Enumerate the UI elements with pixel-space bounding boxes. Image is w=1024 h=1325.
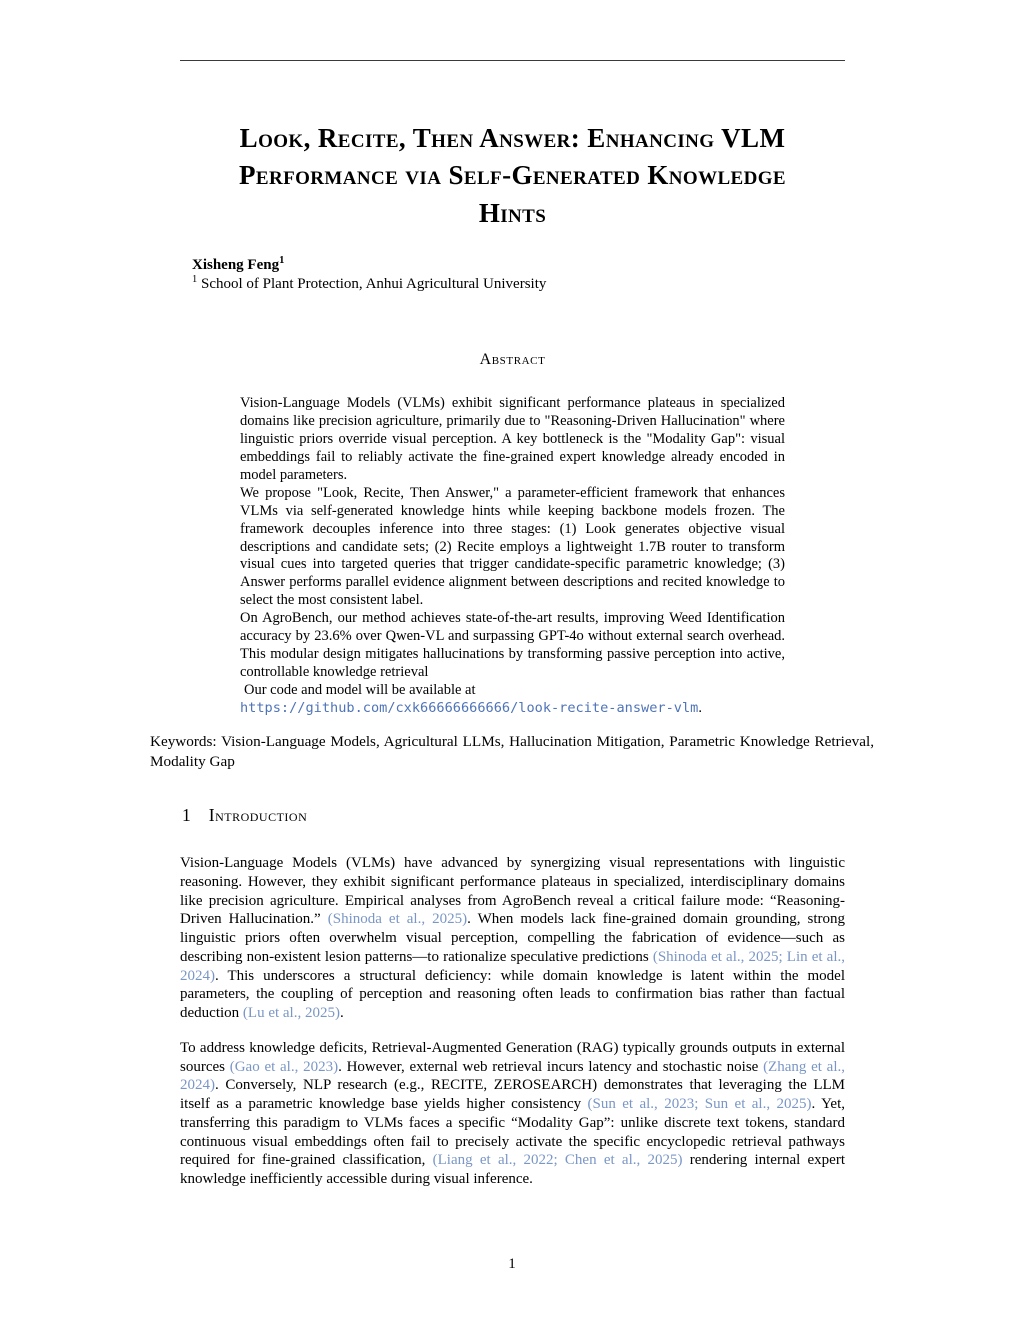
paper-content	[150, 0, 874, 1205]
citation-link[interactable]: (Gao et al., 2023)	[229, 1058, 339, 1075]
citation-link[interactable]: (Sun et al., 2023; Sun et al., 2025)	[587, 1096, 812, 1113]
citation-link[interactable]: (Shinoda et al., 2025; Lin et al., 2024)	[180, 948, 845, 984]
paper-title	[180, 120, 845, 232]
text-run: . This underscores a structural deficiency: while domain knowledge is latent within the model parameters, the coupling of perception and reasoning often leads to confirmation bias rather than factual deduction	[180, 967, 845, 1022]
section-title: Introduction	[208, 805, 308, 826]
abstract-body	[240, 395, 785, 718]
github-repo-link[interactable]: https://github.com/cxk66666666666/look-recite-answer-vlm	[240, 700, 699, 717]
keywords-line: Keywords: Vision-Language Models, Agricultural LLMs, Hallucination Mitigation, Parametric Knowledge Retrieval, Modality Gap	[150, 733, 874, 770]
author-superscript: 1	[279, 254, 285, 266]
citation-link[interactable]: (Shinoda et al., 2025)	[327, 911, 468, 928]
text-run: . Conversely, NLP research (e.g., RECITE, ZEROSEARCH) demonstrates that leveraging the LLM itself as a parametric knowledge base yields higher consistency	[180, 1077, 845, 1113]
text-run: To address knowledge deficits, Retrieval-Augmented Generation (RAG) typically grounds outputs in external sources	[180, 1039, 845, 1075]
abstract-paragraph-1: Vision-Language Models (VLMs) exhibit significant performance plateaus in specialized domains like precision agriculture, primarily due to "Reasoning-Driven Hallucination" where linguistic priors override visual perception. A key bottleneck is the "Modality Gap": visual embeddings fail to reliably activate the fine-grained expert knowledge already encoded in model parameters.	[240, 394, 785, 483]
intro-paragraph-2	[180, 1039, 845, 1189]
code-availability-line: Our code and model will be available at	[244, 682, 476, 699]
author-name	[192, 256, 845, 276]
title-line-1: Look, Recite, Then Answer: Enhancing VLM	[239, 123, 786, 153]
text-run: . Yet, transferring this paradigm to VLMs faces a specific “Modality Gap”: unlike discrete text tokens, standard continuous visual embeddings often fail to precisely activate the specific encyclopedic retrieval pathways required for fine-grained classification,	[180, 1096, 845, 1169]
text-run: . However, external web retrieval incurs latency and stochastic noise	[338, 1058, 764, 1075]
citation-link[interactable]: (Zhang et al., 2024)	[180, 1058, 846, 1094]
author-name-text: Xisheng Feng	[192, 256, 280, 273]
citation-link[interactable]: (Lu et al., 2025)	[242, 1005, 340, 1022]
title-line-3: Hints	[478, 197, 547, 228]
title-line-2: Performance via Self-Generated Knowledge	[239, 160, 786, 191]
text-run: . When models lack fine-grained domain grounding, strong linguistic priors often overwhelm visual perception, compelling the fabrication of evidence—such as describing non-existent lesion patterns—to rationalize speculative predictions	[180, 911, 845, 965]
author-block	[192, 256, 845, 295]
section-heading-introduction	[182, 805, 845, 826]
text-run: Vision-Language Models (VLMs) have advanced by synergizing visual representations with linguistic reasoning. However, they exhibit significant performance plateaus in specialized, interdisciplinary domains like precision agriculture. Empirical analyses from AgroBench reveal a critical failure mode: “Reasoning-Driven Hallucination.”	[180, 855, 845, 928]
intro-paragraph-1	[180, 854, 845, 1023]
citation-link[interactable]: (Liang et al., 2022; Chen et al., 2025)	[432, 1152, 683, 1169]
text-run: rendering internal expert knowledge inefficiently accessible during visual inference.	[180, 1152, 845, 1188]
section-number: 1	[182, 805, 191, 826]
affiliation-marker: 1	[192, 274, 198, 286]
abstract-paragraph-3: On AgroBench, our method achieves state-of-the-art results, improving Weed Identification accuracy by 23.6% over Qwen-VL and surpassing GPT-4o without external search overhead. This modular design mitigates hallucinations by transforming passive perception into active, controllable knowledge retrieval	[240, 610, 785, 681]
repository-url-line	[240, 700, 785, 718]
affiliation	[192, 275, 845, 295]
affiliation-text: School of Plant Protection, Anhui Agricultural University	[201, 276, 547, 293]
page-number: 1	[508, 1256, 516, 1272]
abstract-paragraph-2: We propose "Look, Recite, Then Answer," a parameter-efficient framework that enhances VLMs via self-generated knowledge hints while keeping backbone models frozen. The framework decouples inference into three stages: (1) Look generates objective visual descriptions and candidate sets; (2) Recite employs a lightweight 1.7B router to transform visual cues into targeted queries that trigger candidate-specific parametric knowledge; (3) Answer performs parallel evidence alignment between descriptions and recited knowledge to select the most consistent label.	[240, 484, 785, 609]
abstract-heading: Abstract	[479, 350, 546, 368]
text-run: .	[339, 1005, 344, 1022]
url-period: .	[698, 700, 702, 717]
